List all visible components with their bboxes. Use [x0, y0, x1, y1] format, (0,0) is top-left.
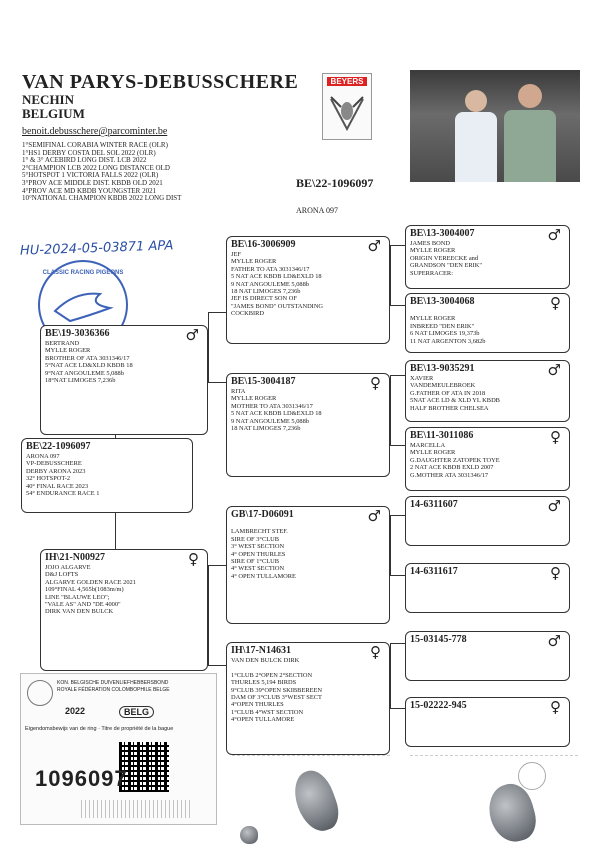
pedigree-box-ggdam-2[interactable]: [405, 427, 570, 491]
female-icon: ♀: [550, 698, 561, 716]
cert-ring-number: 1096097: [35, 766, 128, 791]
bird-details: RITA MYLLE ROGER MOTHER TO ATA 3031346/17 5 NAT ACE KBDB LD&EXLD 18 9 NAT ANGOULEME 5,088b 18 NAT LIMOGES 7,236b: [231, 388, 322, 433]
stamp-text: CLASSIC RACING PIGEONS: [42, 270, 124, 276]
ring-number: IH\17-N14631: [231, 645, 291, 656]
bird-details: JAMES BOND MYLLE ROGER ORIGIN VEREECKE and GRANDSON "DEN ERIK" SUPERRACER:: [410, 240, 482, 277]
connector-line: [390, 375, 391, 445]
handwritten-note: HU-2024-05-03871 APA: [19, 238, 174, 259]
pedigree-box-subject[interactable]: [21, 438, 193, 513]
pedigree-box-ggsire-4[interactable]: [405, 631, 570, 681]
ring-number: 15-03145-778: [410, 634, 467, 645]
pigeon-image: [240, 826, 258, 844]
ring-number: 14-6311607: [410, 499, 458, 510]
ring-number: BE\11-3011086: [410, 430, 474, 441]
ring-number: BE\16-3006909: [231, 239, 296, 250]
male-icon: ♂: [185, 326, 199, 344]
pigeon-image: [288, 765, 345, 836]
ring-number: BE\22-1096097: [26, 441, 91, 452]
male-icon: ♂: [367, 507, 381, 525]
ring-number: BE\13-3004068: [410, 296, 475, 307]
ring-number: 14-6311617: [410, 566, 458, 577]
connector-line: [208, 312, 209, 382]
connector-line: [390, 575, 405, 576]
connector-line: [208, 565, 226, 566]
cert-ownership: Eigendomsbewijs van de ring · Titre de propriété de la bague: [25, 726, 174, 732]
connector-line: [208, 665, 226, 666]
person-shirt: [455, 112, 497, 182]
pedigree-box-dam[interactable]: [40, 549, 208, 671]
female-icon: ♀: [188, 550, 199, 568]
connector-line: [390, 643, 391, 708]
connector-line: [390, 515, 405, 516]
connector-line: [208, 382, 226, 383]
pedigree-box-ggdam-4[interactable]: [405, 697, 570, 747]
connector-line: [390, 375, 405, 376]
bird-details: VAN DEN BULCK DIRK 1°CLUB 2°OPEN 2°SECTION THURLES 5,194 BIRDS 9°CLUB 39°OPEN SKIBBEREEN DAM OF 3°CLUB 3°WEST SECT 4°OPEN THURLES 1°CLUB 4°WST SECTION 4°OPEN TULLAMORE: [231, 657, 323, 724]
male-icon: ♂: [547, 226, 561, 244]
female-icon: ♀: [550, 294, 561, 312]
pedigree-box-gsire-2[interactable]: [226, 506, 390, 624]
female-icon: ♀: [550, 428, 561, 446]
ring-number: IH\21-N00927: [45, 552, 105, 563]
pigeon-logo-icon: [323, 89, 371, 134]
connector-line: [390, 245, 391, 305]
male-icon: ♂: [547, 361, 561, 379]
bird-details: JOJO ALGARVE D&J LOFTS ALGARVE GOLDEN RACE 2021 109°FINAL 4,565b(1083m/m) LINE "BLAUWE LEO"; "VALE AS" AND "DE 4000" DIRK VAN DEN BULCK: [45, 564, 136, 616]
ring-number: GB\17-D06091: [231, 509, 294, 520]
pedigree-box-ggdam-1[interactable]: [405, 293, 570, 353]
connector-line: [390, 515, 391, 575]
beyers-logo: [322, 73, 372, 140]
ring-number: BE\19-3036366: [45, 328, 110, 339]
female-icon: ♀: [370, 374, 381, 392]
pedigree-box-ggdam-3[interactable]: [405, 563, 570, 613]
achievement-item: 5°HOTSPOT 1 VICTORIA FALLS 2022 (OLR): [22, 171, 159, 180]
achievement-item: 1°HS1 DERBY COSTA DEL SOL 2022 (OLR): [22, 148, 156, 157]
achievement-item: 1° & 3° ACEBIRD LONG DIST. LCB 2022: [22, 156, 147, 165]
breeder-photo: [410, 70, 580, 182]
pigeon-card: [232, 755, 390, 846]
connector-line: [390, 708, 405, 709]
pedigree-box-sire[interactable]: [40, 325, 208, 435]
cert-title-2: ROYALE FÉDÉRATION COLOMBOPHILE BELGE: [57, 687, 170, 693]
cert-title-1: KON. BELGISCHE DUIVENLIEFHEBBERSBOND: [57, 680, 169, 686]
bird-details: JEF MYLLE ROGER FATHER TO ATA 3031346/17 5 NAT ACE KBDB LD&EXLD 18 9 NAT ANGOULEME 5,088b 18 NAT LIMOGES 7,236b JEF IS DIRECT SON OF "JAMES BOND" OUTSTANDING COCKBIRD: [231, 251, 324, 318]
connector-line: [208, 312, 226, 313]
bird-details: XAVIER VANDEMEULEBROEK G.FATHER OF ATA IN 2018 5NAT ACE LD & XLD YL KBDB HALF BROTHER CHELSEA: [410, 375, 500, 412]
logo-text: BEYERS: [327, 77, 367, 86]
crest-icon: [27, 680, 53, 706]
ring-number: 15-02222-945: [410, 700, 467, 711]
male-icon: ♂: [547, 632, 561, 650]
email-link[interactable]: benoit.debusschere@parcominter.be: [22, 126, 168, 137]
person-head: [465, 90, 487, 112]
female-icon: ♀: [550, 564, 561, 582]
male-icon: ♂: [547, 497, 561, 515]
bird-details: ARONA 097 VP-DEBUSSCHERE DERBY ARONA 2023 32° HOTSPOT-2 40° FINAL RACE 2023 54° ENDURANCE RACE 1: [26, 453, 100, 498]
connector-line: [115, 513, 116, 549]
pedigree-box-gdam-2[interactable]: [226, 642, 390, 755]
connector-line: [390, 245, 405, 246]
subject-name: ARONA 097: [296, 206, 339, 215]
breeder-name: VAN PARYS-DEBUSSCHERE: [22, 71, 299, 93]
achievements-list: [22, 142, 322, 203]
female-icon: ♀: [370, 643, 381, 661]
pedigree-box-ggsire-1[interactable]: [405, 225, 570, 289]
bird-details: BERTRAND MYLLE ROGER BROTHER OF ATA 3031346/17 5°NAT ACE LD&XLD KBDB 18 9°NAT ANGOULEME 5,088b 18°NAT LIMOGES 7,236b: [45, 340, 133, 385]
achievement-item: 1°SEMIFINAL CORABIA WINTER RACE (OLR): [22, 141, 168, 149]
ring-certificate: [20, 673, 217, 825]
cert-year: 2022: [65, 706, 86, 716]
person-head: [518, 84, 542, 108]
subject-ring: BE\22-1096097: [296, 176, 374, 190]
ring-number: BE\15-3004187: [231, 376, 296, 387]
male-icon: ♂: [367, 237, 381, 255]
pigeon-card: [410, 755, 578, 846]
person-shirt: [504, 110, 556, 182]
pedigree-box-ggsire-3[interactable]: [405, 496, 570, 546]
connector-line: [390, 643, 405, 644]
cert-country: BELG: [119, 706, 154, 718]
connector-line: [390, 305, 405, 306]
pedigree-box-ggsire-2[interactable]: [405, 360, 570, 422]
breeder-country: BELGIUM: [22, 106, 85, 121]
achievement-item: 3°PROV ACE MIDDLE DIST. KBDB OLD 2021: [22, 178, 163, 187]
pedigree-box-gdam-1[interactable]: [226, 373, 390, 477]
connector-line: [390, 445, 405, 446]
ring-number: BE\13-9035291: [410, 363, 475, 374]
achievement-item: 10°NATIONAL CHAMPION KBDB 2022 LONG DIST: [22, 194, 182, 203]
ring-number: BE\13-3004007: [410, 228, 475, 239]
bird-details: LAMBRECHT STEF. SIRE OF 3°CLUB 3° WEST SECTION 4° OPEN THURLES SIRE OF 1°CLUB 4° WEST SECTION 4° OPEN TULLAMORE: [231, 528, 296, 580]
pedigree-box-gsire-1[interactable]: [226, 236, 390, 344]
achievement-item: 4°PROV ACE MD KBDB YOUNGSTER 2021: [22, 186, 157, 195]
achievement-item: 2°CHAMPION LCB 2022 LONG DISTANCE OLD: [22, 163, 170, 172]
bird-details: MARCELLA MYLLE ROGER G.DAUGHTER ZATOPEK TOYE 2 NAT ACE KBDB EXLD 2007 G.MOTHER ATA 3031346/17: [410, 442, 500, 479]
connector-line: [208, 565, 209, 665]
signature-lines: [81, 800, 191, 818]
bird-details: MYLLE ROGER INBREED "DEN ERIK" 6 NAT LIMOGES 19,373b 11 NAT ARGENTON 3,682b: [410, 315, 486, 345]
breeder-city: NECHIN: [22, 92, 75, 107]
club-emblem-icon: [518, 762, 546, 790]
